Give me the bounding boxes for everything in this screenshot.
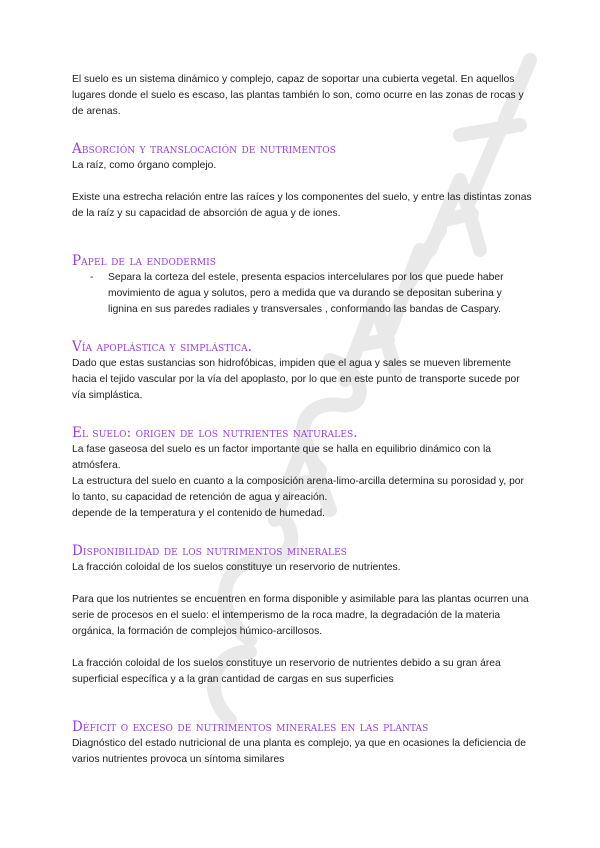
intro-paragraph: El suelo es un sistema dinámico y complejo, capaz de soportar una cubierta vegetal. En aquellos lugares donde el suelo es escaso, las plantas también lo son, como ocurre en las zonas de rocas y de arenas. [72,74,524,117]
bullet-item-endodermis [72,270,532,318]
paragraph-hidrofobicas: Dado que estas sustancias son hidrofóbicas, impiden que el agua y sales se mueven libremente hacia el tejido vascular por la vía del apoplasto, por lo que en este punto de transporte sucede por vía simplástica. [72,358,520,401]
paragraph-area-superficial: La fracción coloidal de los suelos constituye un reservorio de nutrientes debido a su gran área superficial específica y a la gran cantidad de cargas en sus superficies [72,658,501,685]
paragraph-fraccion-coloidal: La fracción coloidal de los suelos constituye un reservorio de nutrientes. [72,562,401,573]
paragraph-relacion-raices: Existe una estrecha relación entre las raíces y los componentes del suelo, y entre las distintas zonas de la raíz y su capacidad de absorción de agua y de iones. [72,192,532,219]
document-page [72,72,532,768]
paragraph-diagnostico: Diagnóstico del estado nutricional de una planta es complejo, ya que en ocasiones la deficiencia de varios nutrientes provoca un síntoma similares [72,738,526,765]
heading-absorcion: Absorción y translocación de nutrimentos [72,141,337,157]
heading-disponibilidad: Disponibilidad de los nutrimentos minerales [72,543,348,559]
bullet-text: Separa la corteza del estele, presenta espacios intercelulares por los que puede haber movimiento de agua y solutos, pero a medida que va durando se depositan suberina y lignina en sus paredes radiales y transversales , conformando las bandas de Caspary. [108,272,504,315]
heading-suelo-origen: El suelo: origen de los nutrientes naturales. [72,425,358,441]
paragraph-fase-gaseosa: La fase gaseosa del suelo es un factor importante que se halla en equilibrio dinámico con la atmósfera. [72,444,492,471]
paragraph-estructura-suelo: La estructura del suelo en cuanto a la composición arena-limo-arcilla determina su porosidad y, por lo tanto, su capacidad de retención de agua y aireación. [72,476,524,503]
paragraph-procesos-suelo: Para que los nutrientes se encuentren en forma disponible y asimilable para las plantas ocurren una serie de procesos en el suelo: el intemperismo de la roca madre, la degradación de la materia orgánica, la formación de complejos húmico-arcillosos. [72,594,529,637]
heading-deficit-exceso: Déficit o exceso de nutrimentos minerales en las plantas [72,719,429,735]
heading-endodermis: Papel de la endodermis [72,253,217,269]
paragraph-temperatura: depende de la temperatura y el contenido de humedad. [72,508,326,519]
bullet-marker: - [90,272,94,283]
paragraph-raiz: La raíz, como órgano complejo. [72,160,217,171]
heading-via-apoplastica: Vía apoplástica y simplástica. [72,339,253,355]
